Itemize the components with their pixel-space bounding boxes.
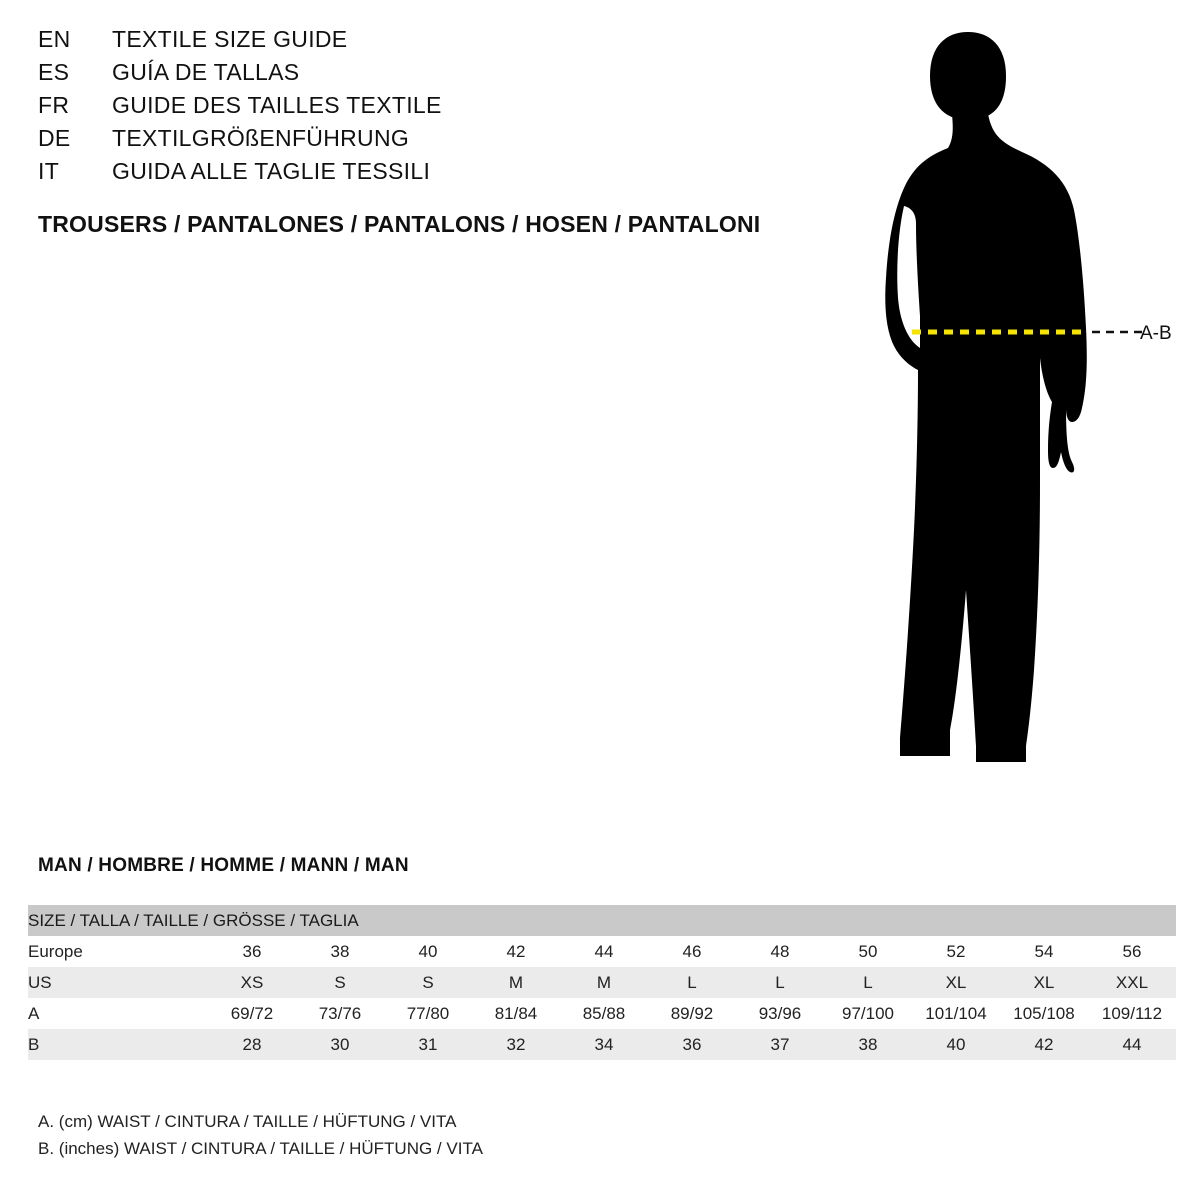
table-cell: 101/104 <box>925 1003 987 1023</box>
table-cell: 44 <box>1122 1034 1142 1054</box>
man-silhouette-icon <box>800 10 1200 810</box>
table-cell: 37 <box>770 1034 790 1054</box>
table-cell: 81/84 <box>494 1003 538 1023</box>
language-code: IT <box>38 158 60 184</box>
language-code: DE <box>38 125 71 151</box>
table-cell: XXL <box>1115 972 1149 992</box>
table-cell: S <box>334 972 346 992</box>
table-row <box>28 998 1176 1029</box>
table-cell: M <box>596 972 612 992</box>
table-cell: L <box>863 972 873 992</box>
table-cell: 36 <box>242 941 262 961</box>
table-cell: 48 <box>770 941 790 961</box>
language-row-fr <box>38 92 798 125</box>
table-cell: 40 <box>946 1034 966 1054</box>
row-label: B <box>28 1034 40 1054</box>
table-cell: XL <box>945 972 967 992</box>
table-cell: 93/96 <box>758 1003 802 1023</box>
language-title: TEXTILGRÖßENFÜHRUNG <box>112 125 410 151</box>
table-cell: 31 <box>418 1034 438 1054</box>
language-title: TEXTILE SIZE GUIDE <box>112 26 348 52</box>
garment-type-title: TROUSERS / PANTALONES / PANTALONS / HOSEN / PANTALONI <box>38 211 761 237</box>
size-table <box>28 905 1176 1060</box>
table-cell: 36 <box>682 1034 702 1054</box>
language-code: EN <box>38 26 71 52</box>
table-cell: XS <box>240 972 264 992</box>
table-cell: L <box>687 972 697 992</box>
table-cell: 52 <box>946 941 966 961</box>
table-cell: 73/76 <box>318 1003 362 1023</box>
gender-section-title: MAN / HOMBRE / HOMME / MANN / MAN <box>38 855 409 876</box>
row-label: US <box>28 972 52 992</box>
table-cell: 38 <box>330 941 350 961</box>
table-cell: 56 <box>1122 941 1142 961</box>
table-cell: 77/80 <box>406 1003 450 1023</box>
table-row <box>28 967 1176 998</box>
table-cell: 105/108 <box>1013 1003 1075 1023</box>
language-row-it <box>38 158 798 191</box>
table-cell: 30 <box>330 1034 350 1054</box>
table-cell: 32 <box>506 1034 526 1054</box>
table-cell: 89/92 <box>670 1003 714 1023</box>
table-cell: 44 <box>594 941 614 961</box>
table-cell: 40 <box>418 941 438 961</box>
table-cell: XL <box>1033 972 1055 992</box>
table-cell: 38 <box>858 1034 878 1054</box>
table-cell: 97/100 <box>842 1003 894 1023</box>
language-title: GUIDA ALLE TAGLIE TESSILI <box>112 158 431 184</box>
footnote-a: A. (cm) WAIST / CINTURA / TAILLE / HÜFTUNG / VITA <box>38 1112 457 1131</box>
table-cell: L <box>775 972 785 992</box>
language-title: GUÍA DE TALLAS <box>112 59 300 85</box>
table-header-label: SIZE / TALLA / TAILLE / GRÖSSE / TAGLIA <box>28 910 359 930</box>
table-cell: M <box>508 972 524 992</box>
figure-illustration <box>800 10 1200 810</box>
table-row <box>28 936 1176 967</box>
table-cell: 42 <box>1034 1034 1054 1054</box>
row-label: A <box>28 1003 40 1023</box>
table-cell: 28 <box>242 1034 262 1054</box>
language-row-en <box>38 26 798 59</box>
table-cell: 109/112 <box>1101 1003 1163 1023</box>
table-cell: 54 <box>1034 941 1054 961</box>
table-cell: S <box>422 972 434 992</box>
language-row-es <box>38 59 798 92</box>
table-cell: 85/88 <box>582 1003 626 1023</box>
row-label: Europe <box>28 941 83 961</box>
language-code: ES <box>38 59 70 85</box>
language-row-de <box>38 125 798 158</box>
language-title: GUIDE DES TAILLES TEXTILE <box>112 92 442 118</box>
language-code: FR <box>38 92 70 118</box>
table-cell: 46 <box>682 941 702 961</box>
table-cell: 34 <box>594 1034 614 1054</box>
table-cell: 50 <box>858 941 878 961</box>
footnote-b: B. (inches) WAIST / CINTURA / TAILLE / HÜFTUNG / VITA <box>38 1139 483 1158</box>
measure-label-ab: A-B <box>1140 323 1172 344</box>
table-cell: 69/72 <box>230 1003 274 1023</box>
table-row <box>28 1029 1176 1060</box>
table-header-row <box>28 905 1176 936</box>
footnotes-block <box>38 1108 483 1162</box>
language-header-block <box>38 26 798 238</box>
table-cell: 42 <box>506 941 526 961</box>
